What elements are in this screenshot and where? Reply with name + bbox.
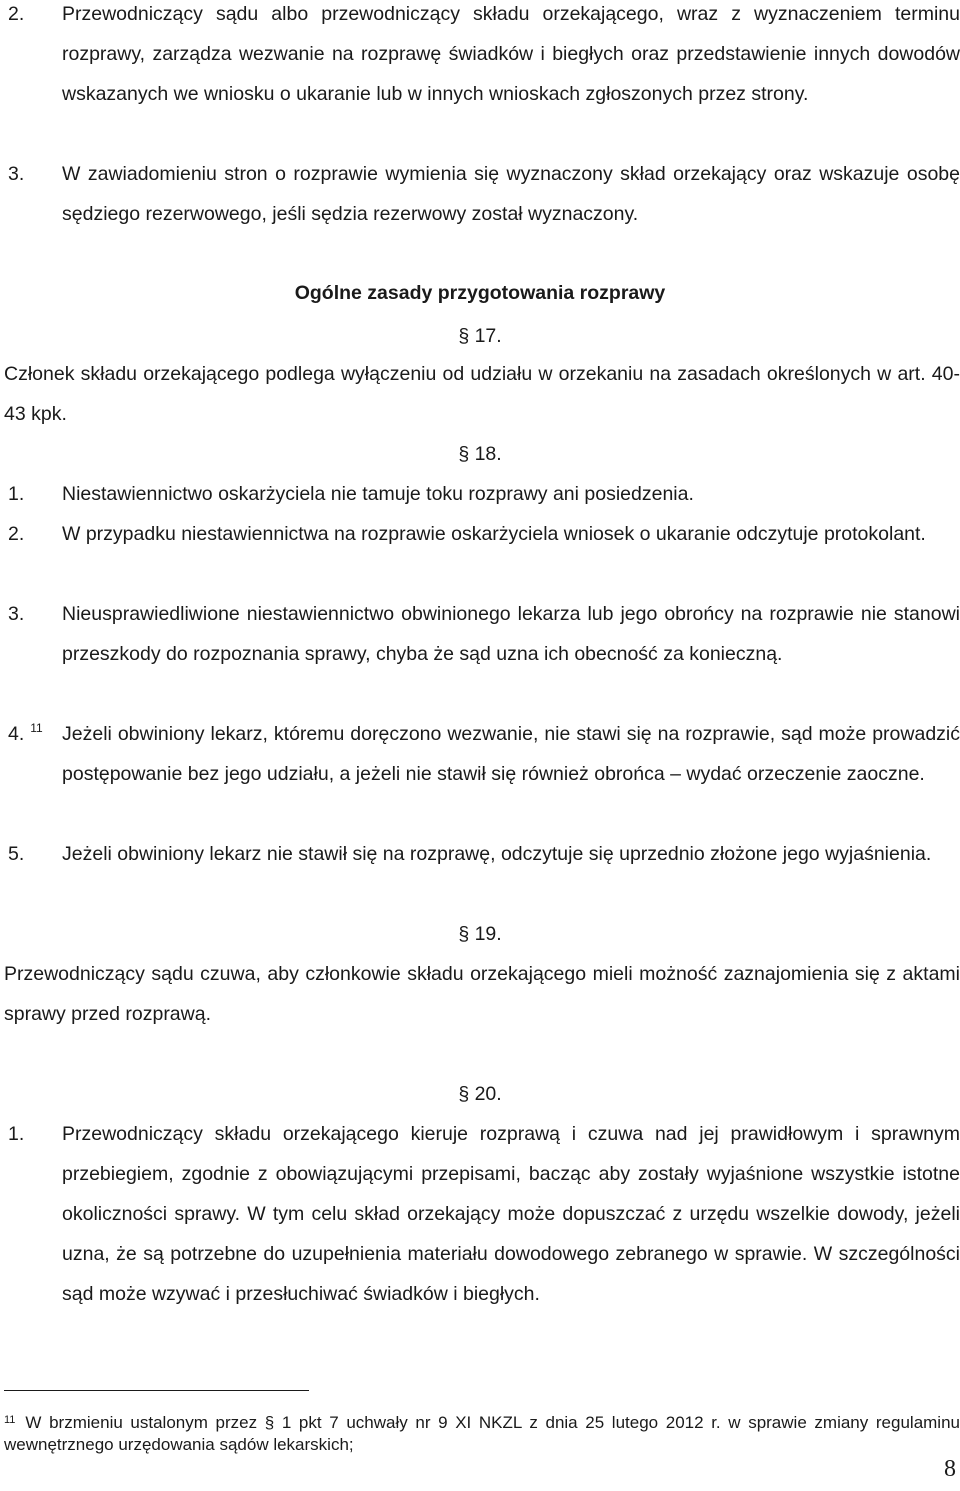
list-item [4, 154, 960, 234]
item-text: Jeżeli obwiniony lekarz nie stawił się na rozprawę, odczytuje się uprzednio złożone jego wyjaśnienia. [62, 843, 932, 865]
list-item [4, 0, 960, 114]
list-item [4, 834, 960, 874]
list-item [4, 474, 960, 514]
list-item [4, 1114, 960, 1314]
section-label-17: § 17. [458, 325, 502, 347]
item-text: Przewodniczący sądu albo przewodniczący składu orzekającego, wraz z wyznaczeniem terminu rozprawy, zarządza wezwanie na rozprawę świadków i biegłych oraz przedstawienie innych dowodów wskazanych we wniosku o ukaranie lub w innych wnioskach zgłoszonych przez strony. [62, 3, 960, 105]
section-17-text: Członek składu orzekającego podlega wyłączeniu od udziału w orzekaniu na zasadach określonych w art. 40-43 kpk. [4, 363, 960, 425]
list-item [4, 514, 960, 554]
section-19-text: Przewodniczący sądu czuwa, aby członkowie składu orzekającego mieli możność zaznajomienia się z aktami sprawy przed rozprawą. [4, 963, 960, 1025]
footnote-number: 11 [4, 1414, 16, 1426]
item-number: 2. [8, 523, 25, 545]
item-text: Niestawiennictwo oskarżyciela nie tamuje toku rozprawy ani posiedzenia. [62, 483, 694, 505]
item-number: 3. [8, 603, 25, 625]
footnote-separator [4, 1390, 309, 1391]
list-item [4, 594, 960, 674]
footnote [4, 1412, 960, 1456]
item-number: 1. [8, 483, 25, 505]
item-text: Jeżeli obwiniony lekarz, któremu doręczono wezwanie, nie stawi się na rozprawie, sąd może prowadzić postępowanie bez jego udziału, a jeżeli nie stawił się również obrońca – wydać orzeczenie zaoczne. [62, 723, 960, 785]
section-label-20: § 20. [458, 1083, 502, 1105]
item-number: 5. [8, 843, 25, 865]
item-number: 3. [8, 163, 25, 185]
footnote-text: W brzmieniu ustalonym przez § 1 pkt 7 uchwały nr 9 XI NKZL z dnia 25 lutego 2012 r. w sprawie zmiany regulaminu wewnętrznego urzędowania sądów lekarskich; [4, 1413, 960, 1454]
item-text: Nieusprawiedliwione niestawiennictwo obwinionego lekarza lub jego obrońcy na rozprawie nie stanowi przeszkody do rozpoznania sprawy, chyba że sąd uzna ich obecność za konieczną. [62, 603, 960, 665]
footnote-ref: 11 [30, 721, 43, 735]
item-text: Przewodniczący składu orzekającego kieruje rozprawą i czuwa nad jej prawidłowym i sprawnym przebiegiem, zgodnie z obowiązującymi przepisami, bacząc aby zostały wyjaśnione wszystkie istotne okoliczności sprawy. W tym celu skład orzekający może dopuszczać z urzędu wszelkie dowody, jeżeli uzna, że są potrzebne do uzupełnienia materiału dowodowego zebranego w sprawie. W szczególności sąd może wzywać i przesłuchiwać świadków i biegłych. [62, 1123, 960, 1305]
item-number-value: 4. [8, 723, 25, 745]
item-number [8, 714, 43, 754]
section-label-19: § 19. [458, 923, 502, 945]
section-label-18: § 18. [458, 443, 502, 465]
section-heading: Ogólne zasady przygotowania rozprawy [294, 282, 666, 304]
item-number: 1. [8, 1123, 25, 1145]
item-text: W przypadku niestawiennictwa na rozprawie oskarżyciela wniosek o ukaranie odczytuje protokolant. [62, 523, 926, 545]
page-number: 8 [944, 1456, 956, 1482]
item-text: W zawiadomieniu stron o rozprawie wymienia się wyznaczony skład orzekający oraz wskazuje osobę sędziego rezerwowego, jeśli sędzia rezerwowy został wyznaczony. [62, 163, 960, 225]
item-number: 2. [8, 3, 25, 25]
list-item [4, 714, 960, 794]
